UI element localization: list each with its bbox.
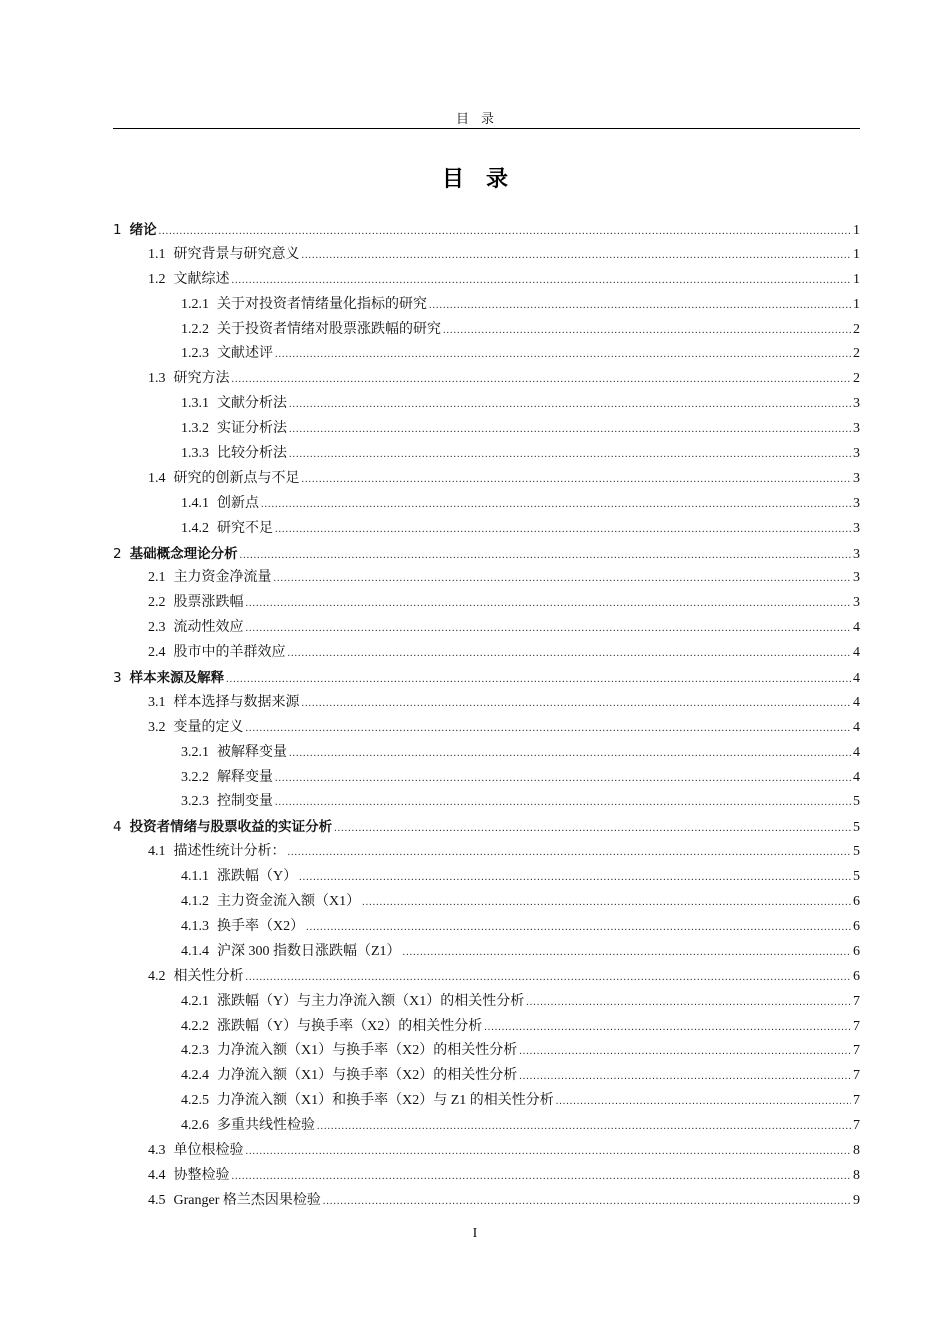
toc-entry-title: 力净流入额（X1）与换手率（X2）的相关性分析: [217, 1043, 518, 1059]
toc-entry-page: 3: [853, 446, 860, 462]
toc-leader-dots: [289, 393, 851, 418]
toc-leader-dots: [299, 866, 851, 891]
toc-entry-number: 1.3.3: [181, 446, 209, 462]
toc-entry-page: 2: [853, 321, 860, 337]
toc-entry-page: 7: [853, 1043, 860, 1059]
toc-entry[interactable]: [0, 990, 950, 1015]
toc-entry-number: 1: [113, 222, 122, 238]
toc-leader-dots: [275, 767, 851, 792]
toc-entry-page: 3: [853, 421, 860, 437]
toc-leader-dots: [240, 544, 851, 569]
toc-entry-title: 比较分析法: [217, 446, 287, 462]
toc-entry-page: 6: [853, 894, 860, 910]
toc-entry-number: 3.2.1: [181, 744, 209, 760]
toc-entry[interactable]: [0, 1089, 950, 1114]
toc-entry-number: 3.2.3: [181, 794, 209, 810]
toc-leader-dots: [246, 966, 852, 991]
toc-entry-page: 2: [853, 371, 860, 387]
toc-entry[interactable]: [0, 641, 950, 666]
toc-entry-title: 相关性分析: [173, 968, 244, 984]
toc-entry-page: 7: [853, 1068, 860, 1084]
toc-entry-page: 3: [853, 570, 860, 586]
toc-entry-page: 4: [853, 671, 860, 687]
toc-entry[interactable]: [0, 865, 950, 890]
toc-entry-title: 文献综述: [173, 271, 230, 287]
toc-entry[interactable]: [0, 492, 950, 517]
toc-leader-dots: [519, 1065, 851, 1090]
toc-leader-dots: [232, 368, 852, 393]
toc-entry[interactable]: [0, 442, 950, 467]
toc-entry[interactable]: [0, 741, 950, 766]
toc-entry-number: 1.3.1: [181, 396, 209, 412]
toc-entry[interactable]: [0, 1164, 950, 1189]
toc-entry-page: 4: [853, 645, 860, 661]
toc-entry[interactable]: [0, 367, 950, 392]
toc-leader-dots: [302, 244, 852, 269]
toc-leader-dots: [443, 319, 851, 344]
toc-entry-title: 主力资金流入额（X1）: [217, 894, 361, 910]
toc-entry-title: 多重共线性检验: [217, 1118, 315, 1134]
toc-entry[interactable]: [0, 467, 950, 492]
toc-entry-number: 4.2.1: [181, 993, 209, 1009]
toc-entry-number: 2.4: [148, 645, 166, 661]
toc-entry-number: 1.2.2: [181, 321, 209, 337]
toc-leader-dots: [275, 518, 851, 543]
toc-entry-number: 4.3: [148, 1142, 166, 1158]
toc-entry[interactable]: [0, 591, 950, 616]
toc-entry[interactable]: [0, 965, 950, 990]
toc-entry-title: 研究背景与研究意义: [173, 246, 300, 262]
toc-entry-title: 变量的定义: [173, 719, 244, 735]
toc-entry[interactable]: [0, 616, 950, 641]
toc-entry-number: 1.3: [148, 371, 166, 387]
toc-entry-title: 控制变量: [217, 794, 273, 810]
toc-entry-title: 样本选择与数据来源: [173, 694, 300, 710]
toc-entry-title: 解释变量: [217, 769, 273, 785]
toc-leader-dots: [526, 991, 851, 1016]
toc-leader-dots: [302, 692, 852, 717]
toc-leader-dots: [302, 468, 852, 493]
toc-leader-dots: [403, 941, 851, 966]
toc-entry-page: 6: [853, 943, 860, 959]
toc-entry-title: 换手率（X2）: [217, 918, 305, 934]
toc-leader-dots: [323, 1190, 851, 1215]
toc-entry-number: 4.5: [148, 1192, 166, 1208]
toc-entry-number: 3.2.2: [181, 769, 209, 785]
toc-entry-number: 4.2.6: [181, 1118, 209, 1134]
toc-entry-title: 被解释变量: [217, 744, 287, 760]
toc-entry[interactable]: [0, 417, 950, 442]
toc-entry-title: 涨跌幅（Y）与主力净流入额（X1）的相关性分析: [217, 993, 525, 1009]
toc-entry-page: 2: [853, 346, 860, 362]
toc-entry-number: 1.4.1: [181, 495, 209, 511]
toc-entry-page: 4: [853, 719, 860, 735]
toc-entry-title: 描述性统计分析：: [173, 844, 286, 860]
toc-entry[interactable]: [0, 342, 950, 367]
toc-leader-dots: [429, 294, 851, 319]
toc-entry[interactable]: [0, 915, 950, 940]
toc-entry[interactable]: [0, 940, 950, 965]
toc-leader-dots: [317, 1115, 851, 1140]
toc-entry[interactable]: [0, 790, 950, 815]
toc-entry-page: 1: [853, 246, 860, 262]
toc-entry[interactable]: [0, 1015, 950, 1040]
header-rule: [113, 128, 860, 129]
toc-entry-page: 6: [853, 918, 860, 934]
toc-entry-page: 3: [853, 520, 860, 536]
toc-entry[interactable]: [0, 691, 950, 716]
toc-entry-page: 1: [853, 223, 860, 238]
toc-entry-number: 4: [113, 819, 122, 836]
toc-leader-dots: [226, 668, 851, 693]
toc-entry-page: 4: [853, 744, 860, 760]
toc-entry[interactable]: [0, 243, 950, 268]
toc-entry-page: 3: [853, 396, 860, 412]
toc-entry-title: 关于投资者情绪对股票涨跌幅的研究: [217, 321, 441, 337]
toc-entry-page: 5: [853, 820, 860, 836]
toc-entry[interactable]: [0, 1114, 950, 1139]
toc-entry-page: 7: [853, 1018, 860, 1034]
toc-entry-number: 1.2.1: [181, 296, 209, 312]
toc-entry-title: 股市中的羊群效应: [173, 645, 286, 661]
toc-entry-page: 4: [853, 620, 860, 636]
toc-entry-title: 单位根检验: [173, 1142, 244, 1158]
toc-entry-number: 1.4.2: [181, 520, 209, 536]
toc-leader-dots: [246, 617, 852, 642]
toc-entry-number: 4.2.4: [181, 1068, 209, 1084]
toc-entry[interactable]: [0, 318, 950, 343]
toc-entry-title: 研究的创新点与不足: [173, 470, 300, 486]
running-header: 目录: [455, 112, 506, 127]
toc-entry-title: 研究方法: [173, 371, 230, 387]
toc-entry[interactable]: [0, 815, 950, 840]
toc-entry[interactable]: [0, 666, 950, 691]
toc-entry-title: 研究不足: [217, 520, 273, 536]
toc-entry-title: 流动性效应: [173, 620, 244, 636]
table-of-contents: [0, 218, 950, 1214]
toc-entry-number: 1.4: [148, 470, 166, 486]
toc-entry-page: 3: [853, 470, 860, 486]
toc-leader-dots: [232, 1165, 852, 1190]
toc-leader-dots: [288, 841, 852, 866]
toc-entry[interactable]: [0, 766, 950, 791]
toc-entry-number: 4.1.4: [181, 943, 209, 959]
toc-entry-title: 投资者情绪与股票收益的实证分析: [129, 819, 333, 836]
toc-entry[interactable]: [0, 1189, 950, 1214]
toc-leader-dots: [261, 493, 851, 518]
toc-entry-number: 4.1.1: [181, 869, 209, 885]
toc-entry-title: 股票涨跌幅: [173, 595, 244, 611]
toc-entry-number: 1.2.3: [181, 346, 209, 362]
toc-entry[interactable]: [0, 268, 950, 293]
toc-leader-dots: [246, 717, 852, 742]
toc-entry-title: Granger 格兰杰因果检验: [173, 1192, 321, 1208]
toc-leader-dots: [289, 742, 851, 767]
toc-entry-title: 涨跌幅（Y）: [217, 869, 298, 885]
toc-entry[interactable]: [0, 716, 950, 741]
toc-entry-number: 1.3.2: [181, 421, 209, 437]
toc-entry-page: 4: [853, 769, 860, 785]
toc-entry[interactable]: [0, 1139, 950, 1164]
page-number: I: [472, 1226, 478, 1241]
toc-entry-number: 2: [113, 545, 122, 562]
toc-entry[interactable]: [0, 392, 950, 417]
toc-leader-dots: [288, 642, 852, 667]
toc-entry[interactable]: [0, 293, 950, 318]
toc-leader-dots: [159, 220, 851, 245]
toc-entry-title: 关于对投资者情绪量化指标的研究: [217, 296, 427, 312]
toc-entry-page: 7: [853, 993, 860, 1009]
toc-entry-title: 文献分析法: [217, 396, 287, 412]
toc-leader-dots: [289, 443, 851, 468]
toc-entry-title: 力净流入额（X1）和换手率（X2）与 Z1 的相关性分析: [217, 1093, 554, 1109]
toc-entry-page: 8: [853, 1142, 860, 1158]
toc-entry-number: 4.1.3: [181, 918, 209, 934]
toc-entry-page: 7: [853, 1118, 860, 1134]
toc-leader-dots: [484, 1016, 851, 1041]
toc-entry-page: 5: [853, 794, 860, 810]
toc-leader-dots: [289, 418, 851, 443]
toc-entry-title: 创新点: [217, 495, 259, 511]
toc-entry-number: 1.1: [148, 246, 166, 262]
toc-entry-number: 4.2.5: [181, 1093, 209, 1109]
toc-entry-page: 3: [853, 595, 860, 611]
toc-entry[interactable]: [0, 840, 950, 865]
toc-entry-title: 协整检验: [173, 1167, 230, 1183]
toc-entry-title: 涨跌幅（Y）与换手率（X2）的相关性分析: [217, 1018, 483, 1034]
toc-entry-title: 基础概念理论分析: [129, 545, 238, 562]
toc-entry-page: 8: [853, 1167, 860, 1183]
toc-entry[interactable]: [0, 542, 950, 567]
toc-leader-dots: [306, 916, 851, 941]
toc-entry-number: 2.3: [148, 620, 166, 636]
toc-entry-number: 4.2.3: [181, 1043, 209, 1059]
toc-entry[interactable]: [0, 890, 950, 915]
toc-entry-page: 1: [853, 271, 860, 287]
toc-leader-dots: [334, 817, 851, 842]
toc-entry-page: 5: [853, 869, 860, 885]
toc-entry-number: 2.1: [148, 570, 166, 586]
toc-entry-number: 1.2: [148, 271, 166, 287]
toc-leader-dots: [246, 592, 852, 617]
toc-entry-page: 3: [853, 546, 860, 562]
toc-entry-number: 4.1.2: [181, 894, 209, 910]
toc-entry[interactable]: [0, 1064, 950, 1089]
toc-entry[interactable]: [0, 566, 950, 591]
toc-entry-title: 主力资金净流量: [173, 570, 272, 586]
toc-leader-dots: [275, 343, 851, 368]
toc-entry-page: 9: [853, 1192, 860, 1208]
toc-entry-title: 文献述评: [217, 346, 273, 362]
toc-entry-title: 力净流入额（X1）与换手率（X2）的相关性分析: [217, 1068, 518, 1084]
toc-entry-title: 样本来源及解释: [129, 670, 225, 687]
toc-entry-page: 4: [853, 694, 860, 710]
toc-entry-page: 1: [853, 296, 860, 312]
toc-entry-number: 3.2: [148, 719, 166, 735]
toc-leader-dots: [246, 1140, 852, 1165]
toc-entry-number: 3: [113, 670, 122, 687]
toc-entry-number: 3.1: [148, 694, 166, 710]
toc-entry-title: 绪论: [129, 222, 157, 238]
toc-entry[interactable]: [0, 218, 950, 243]
toc-entry-number: 4.2: [148, 968, 166, 984]
toc-entry-number: 4.4: [148, 1167, 166, 1183]
toc-entry[interactable]: [0, 1039, 950, 1064]
toc-title: 目录: [441, 167, 530, 192]
toc-entry-number: 2.2: [148, 595, 166, 611]
toc-entry-title: 实证分析法: [217, 421, 287, 437]
toc-leader-dots: [519, 1040, 851, 1065]
toc-leader-dots: [275, 791, 851, 816]
toc-entry-page: 7: [853, 1093, 860, 1109]
toc-entry-page: 3: [853, 495, 860, 511]
toc-leader-dots: [556, 1090, 851, 1115]
toc-entry-number: 4.2.2: [181, 1018, 209, 1034]
toc-leader-dots: [362, 891, 851, 916]
toc-entry-page: 6: [853, 968, 860, 984]
toc-leader-dots: [274, 567, 852, 592]
toc-entry-number: 4.1: [148, 844, 166, 860]
toc-entry-page: 5: [853, 844, 860, 860]
toc-entry-title: 沪深 300 指数日涨跌幅（Z1）: [217, 943, 401, 959]
toc-entry[interactable]: [0, 517, 950, 542]
toc-leader-dots: [232, 269, 852, 294]
